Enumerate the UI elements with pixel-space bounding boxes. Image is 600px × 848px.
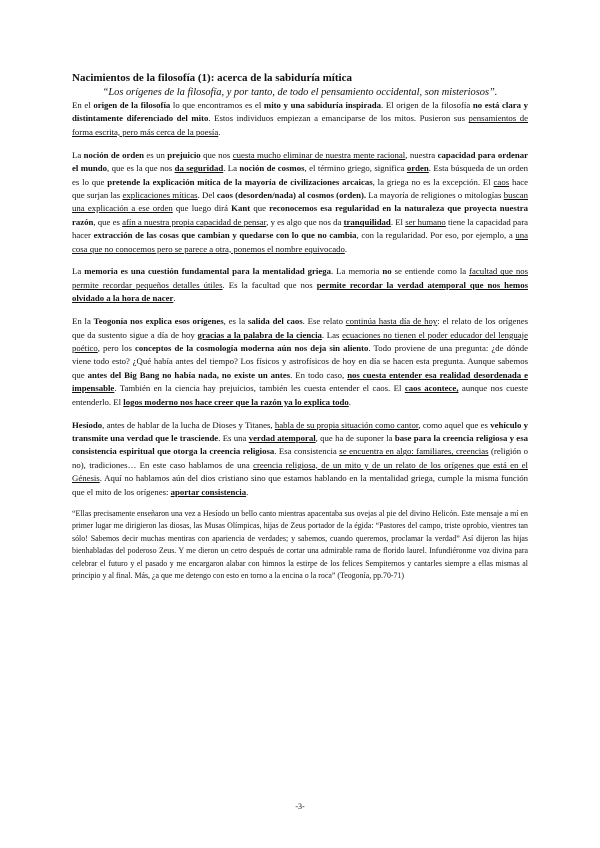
bold-phrase: conceptos de la cosmología moderna aún nos deja sin aliento — [134, 343, 369, 353]
bold-phrase: no — [382, 266, 392, 277]
theogony-quote: “Ellas precisamente enseñaron una vez a Hesíodo un bello canto mientras apacentaba sus ovejas al pie del divino Helicón. Este mensaje a mí en primer lugar me dirigieron las diosas, las Musas Olímpicas, hijas de Zeus portador de la égida: “Pastores del campo, triste oprobio, vientres tan sólo! Sabemos decir muchas mentiras con apariencia de verdades; y sabemos, cuando queremos, proclamar la verdad” Así dijeron las hijas bienhabladas del poderoso Zeus. Y me dieron un cetro después de cortar una admirable rama de florido laurel. Infundiéronme voz divina para celebrar el futuro y el pasado y me encargaron alabar con himnos la estirpe de los felices Sempiternos y cantarles siempre a ellas mismas al principio y al final. Más, ¿a que me detengo con esto en torno a la encina o la roca” (Teogonía, pp.70-71) — [72, 508, 528, 580]
underlined-phrase: se encuentra en algo: familiares, creencias — [339, 446, 489, 457]
document-title: Nacimientos de la filosofía (1): acerca de la sabiduría mítica — [72, 72, 352, 84]
paragraph-origin — [72, 99, 528, 139]
bold-underlined-phrase: logos moderno nos hace creer que la razón ya lo explica todo — [123, 396, 349, 407]
text-run: hace que surjan las — [72, 176, 528, 200]
text-run: , es la — [223, 316, 248, 327]
bold-phrase: antes del Big Bang no había nada, no existe un antes — [87, 369, 291, 380]
underlined-phrase: cuesta mucho eliminar de nuestra mente racional — [232, 149, 406, 160]
subtitle-quote: “Los orígenes de la filosofía, y por tanto, de todo el pensamiento occidental, son misteriosos”. — [102, 87, 498, 98]
text-run: . El — [390, 216, 406, 227]
underlined-phrase: ser humano — [405, 216, 446, 227]
bold-underlined-phrase: tranquilidad — [343, 216, 391, 227]
text-run: , que es — [93, 216, 123, 227]
document-page — [72, 72, 528, 582]
paragraph-gap — [72, 139, 528, 149]
text-run: . El origen de la filosofía — [380, 100, 473, 110]
text-run: La mayoría de religiones o mitologías — [366, 189, 504, 200]
text-run: . Esta búsqueda de un orden es lo que — [72, 163, 529, 187]
text-run: . Es una — [218, 432, 249, 443]
paragraph-theogony — [72, 315, 528, 409]
bold-phrase: base para la creencia religiosa y esa consistencia espiritual que otorga la creencia religiosa — [72, 432, 528, 457]
text-run: . Ese relato — [302, 316, 346, 327]
bold-underlined-phrase: verdad atemporal — [248, 432, 316, 443]
text-run: : el relato de los orígenes que da sustento sigue a día de hoy — [72, 316, 529, 340]
bold-phrase: reconocemos esa regularidad en la naturaleza que proyecta nuestra razón — [72, 203, 528, 227]
text-run: En el — [72, 100, 94, 110]
text-run: (religión o no), tradiciones… En este caso hablamos de una — [72, 446, 528, 470]
underlined-phrase: buscan una explicación a ese orden — [72, 189, 528, 214]
text-run: que nos — [200, 149, 233, 160]
bold-underlined-phrase: caos acontece, — [404, 383, 459, 394]
bold-phrase: memoria es una cuestión fundamental para la mentalidad griega — [84, 266, 331, 277]
text-run: . También en la ciencia hay prejuicios, también les cuesta entender el caos. El — [114, 383, 405, 394]
text-run: , y es algo que nos da — [266, 216, 344, 227]
underlined-phrase: una cosa que no conocemos pero se parece a otra, ponemos el nombre equivocado — [72, 230, 528, 254]
bold-phrase: caos (desorden/nada) al cosmos (orden). — [216, 189, 367, 200]
bold-phrase: pretende la explicación mítica de la mayoría de civilizaciones arcaicas — [107, 176, 373, 187]
text-run: , el término griego, significa — [304, 163, 407, 174]
bold-underlined-phrase: da seguridad — [174, 163, 224, 174]
text-run: aunque nos cueste entenderlo. El — [72, 383, 528, 407]
text-run: lo que encontramos es el — [170, 100, 264, 110]
text-run: . — [246, 486, 249, 497]
text-run: . En todo caso, — [290, 369, 348, 380]
bold-phrase: extracción de las cosas que cambian y quedarse con lo que no cambia — [93, 230, 357, 241]
paragraph-gap — [72, 306, 528, 316]
text-run: que luego dirá — [172, 203, 232, 214]
bold-phrase: Kant — [231, 203, 251, 214]
page-number: -3- — [295, 802, 305, 811]
bold-phrase: salida del caos — [247, 316, 303, 327]
text-run: . — [218, 126, 221, 137]
text-run: . Todo proviene de una pregunta: ¿de dónde viene todo esto? ¿Qué había antes del tiempo? Los físicos y astrofísicos de hoy en día se hacen esta pregunta. Aunque sabemos que — [72, 343, 528, 380]
text-run: . — [173, 293, 176, 304]
text-run: . Del — [197, 189, 217, 200]
bold-phrase: Hesíodo — [72, 419, 103, 430]
bold-phrase: noción de orden — [83, 149, 144, 160]
text-run: tiene la capacidad para hacer — [72, 216, 528, 241]
underlined-phrase: explicaciones míticas — [122, 189, 198, 200]
text-run: , la griega no es la excepción. El — [372, 176, 494, 187]
text-run: que — [250, 203, 270, 214]
bold-underlined-phrase: orden — [406, 163, 429, 174]
bold-phrase: capacidad para ordenar el mundo — [72, 149, 528, 174]
text-run: , que es la que nos — [106, 163, 175, 174]
text-run: . La memoria — [330, 266, 383, 277]
text-run: es un — [143, 149, 168, 160]
bold-underlined-phrase: nos cuesta entender esa realidad desordenada e impensable — [72, 369, 528, 394]
text-run: . Es la facultad que nos — [222, 279, 317, 290]
bold-phrase: no está clara y distintamente diferenciado del mito — [72, 100, 528, 124]
underlined-phrase: continúa hasta día de hoy — [345, 316, 438, 327]
text-run: se entiende como la — [391, 266, 470, 277]
paragraph-order — [72, 149, 528, 256]
text-run: . — [348, 396, 351, 407]
text-run: En la — [72, 316, 94, 327]
text-run: , como aquel que es — [418, 419, 491, 430]
underlined-phrase: creencia religiosa, de un mito y de un relato de los orígenes que está en el Génesis — [72, 459, 528, 484]
bold-phrase: mito y una sabiduría inspirada — [263, 100, 381, 110]
text-run: , que ha de suponer la — [315, 432, 395, 443]
underlined-phrase: habla de su propia situación como cantor — [274, 419, 419, 430]
text-run: , con la regularidad. Por eso, por ejemplo, a — [356, 230, 516, 241]
text-run: . La — [223, 163, 240, 174]
text-run: , pero los — [97, 343, 135, 353]
underlined-phrase: pensamientos de forma escrita, pero más cerca de la poesía — [72, 113, 528, 137]
text-run: . Esa consistencia — [274, 446, 340, 457]
bold-phrase: vehículo y transmite una verdad que le trasciende — [72, 419, 529, 443]
text-run: . Aquí no hablamos aún del dios cristiano sino que estamos hablando en la mentalidad griega, cumple la misma función que el mito de los orígenes: — [72, 473, 528, 497]
text-run: . — [344, 243, 348, 254]
text-run: La — [72, 266, 85, 277]
underlined-phrase: facultad que nos permite recordar pequeños detalles útiles — [72, 266, 529, 290]
paragraph-gap — [72, 409, 528, 419]
bold-phrase: prejuicio — [167, 149, 201, 160]
underlined-phrase: ecuaciones no tienen el poder educador del lenguaje poético — [72, 329, 528, 353]
text-run: La — [72, 149, 84, 160]
paragraph-hesiod — [72, 419, 528, 499]
underlined-phrase: caos — [493, 176, 510, 187]
text-run: , nuestra — [405, 149, 438, 160]
bold-underlined-phrase: aportar consistencia — [170, 486, 247, 497]
text-run: . Las — [321, 329, 343, 340]
underlined-phrase: afín a nuestra propia capacidad de pensar — [122, 216, 267, 227]
text-run: , antes de hablar de la lucha de Dioses y Titanes, — [102, 419, 275, 430]
text-run: . Estos individuos empiezan a emanciparse de los mitos. Pusieron sus — [208, 113, 469, 124]
bold-underlined-phrase: permite recordar la verdad atemporal que nos hemos olvidado a la hora de nacer — [72, 279, 528, 304]
bold-phrase: origen de la filosofía — [93, 100, 171, 110]
paragraph-memory — [72, 265, 528, 305]
bold-underlined-phrase: gracias a la palabra de la ciencia — [197, 329, 322, 340]
paragraph-gap — [72, 256, 528, 266]
bold-phrase: Teogonía nos explica esos orígenes — [93, 316, 224, 327]
bold-phrase: noción de cosmos — [239, 163, 305, 174]
